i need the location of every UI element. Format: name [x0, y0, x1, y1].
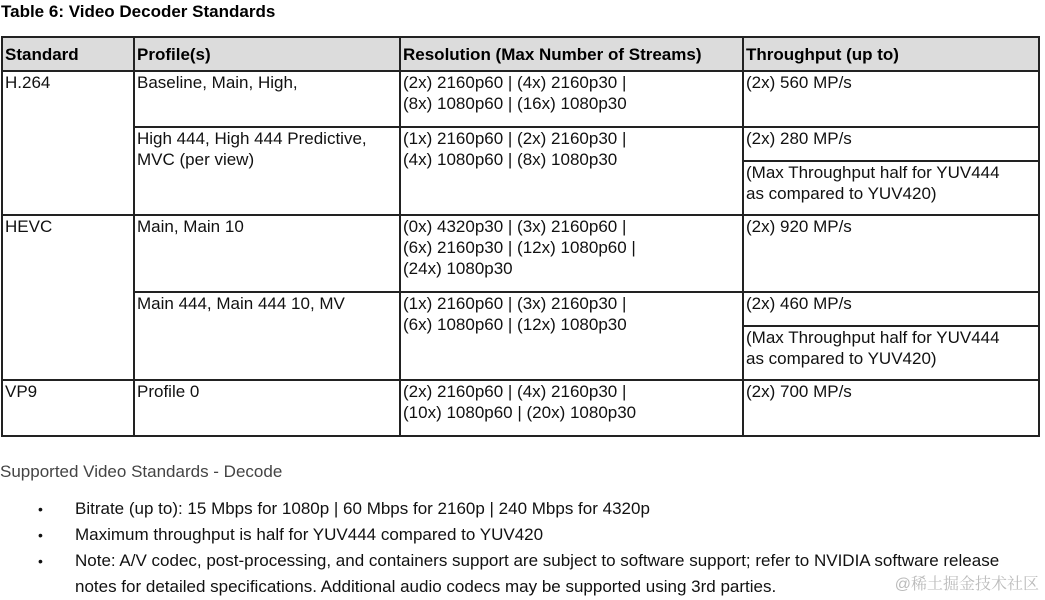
table-caption: Supported Video Standards - Decode	[0, 462, 283, 481]
list-item-text: Maximum throughput is half for YUV444 compared to YUV420	[75, 525, 544, 544]
video-decoder-table	[1, 36, 1040, 437]
table-header-row	[2, 37, 1039, 71]
table-row	[2, 380, 1039, 436]
list-item	[0, 548, 1045, 600]
resolution-cell: (1x) 2160p60 | (3x) 2160p30 | (6x) 1080p60 | (12x) 1080p30	[400, 292, 743, 380]
notes-list	[0, 496, 1045, 600]
header-profiles: Profile(s)	[134, 37, 400, 71]
resolution-cell: (2x) 2160p60 | (4x) 2160p30 | (10x) 1080p60 | (20x) 1080p30	[400, 380, 743, 436]
profile-cell: Main, Main 10	[134, 215, 400, 292]
throughput-note-cell: (Max Throughput half for YUV444 as compared to YUV420)	[743, 161, 1039, 215]
throughput-cell: (2x) 560 MP/s	[743, 71, 1039, 127]
profile-cell: Baseline, Main, High,	[134, 71, 400, 127]
standard-vp9: VP9	[2, 380, 134, 436]
header-standard: Standard	[2, 37, 134, 71]
watermark: @稀土掘金技术社区	[894, 576, 1039, 593]
table-row	[2, 215, 1039, 292]
throughput-cell: (2x) 700 MP/s	[743, 380, 1039, 436]
list-item-text: Note: A/V codec, post-processing, and containers support are subject to software support; refer to NVIDIA software release notes for detailed specifications. Additional audio codecs may be supported using 3rd parties.	[75, 551, 1000, 596]
profile-cell: Main 444, Main 444 10, MV	[134, 292, 400, 380]
header-throughput: Throughput (up to)	[743, 37, 1039, 71]
resolution-cell: (2x) 2160p60 | (4x) 2160p30 | (8x) 1080p60 | (16x) 1080p30	[400, 71, 743, 127]
profile-cell: Profile 0	[134, 380, 400, 436]
bullet-icon: •	[38, 527, 43, 543]
list-item	[0, 522, 1045, 548]
bullet-icon: •	[38, 501, 43, 517]
list-item-text: Bitrate (up to): 15 Mbps for 1080p | 60 Mbps for 2160p | 240 Mbps for 4320p	[75, 499, 650, 518]
resolution-cell: (0x) 4320p30 | (3x) 2160p60 | (6x) 2160p30 | (12x) 1080p60 | (24x) 1080p30	[400, 215, 743, 292]
bullet-icon: •	[38, 553, 43, 569]
header-resolution: Resolution (Max Number of Streams)	[400, 37, 743, 71]
throughput-cell: (2x) 280 MP/s	[743, 127, 1039, 161]
table-title: Table 6: Video Decoder Standards	[1, 2, 276, 21]
table-row	[2, 71, 1039, 127]
table-row	[2, 127, 1039, 161]
standard-h264: H.264	[2, 71, 134, 215]
table-row	[2, 292, 1039, 326]
throughput-note-cell: (Max Throughput half for YUV444 as compared to YUV420)	[743, 326, 1039, 380]
resolution-cell: (1x) 2160p60 | (2x) 2160p30 | (4x) 1080p60 | (8x) 1080p30	[400, 127, 743, 215]
throughput-cell: (2x) 460 MP/s	[743, 292, 1039, 326]
throughput-cell: (2x) 920 MP/s	[743, 215, 1039, 292]
profile-cell: High 444, High 444 Predictive, MVC (per view)	[134, 127, 400, 215]
list-item	[0, 496, 1045, 522]
standard-hevc: HEVC	[2, 215, 134, 380]
